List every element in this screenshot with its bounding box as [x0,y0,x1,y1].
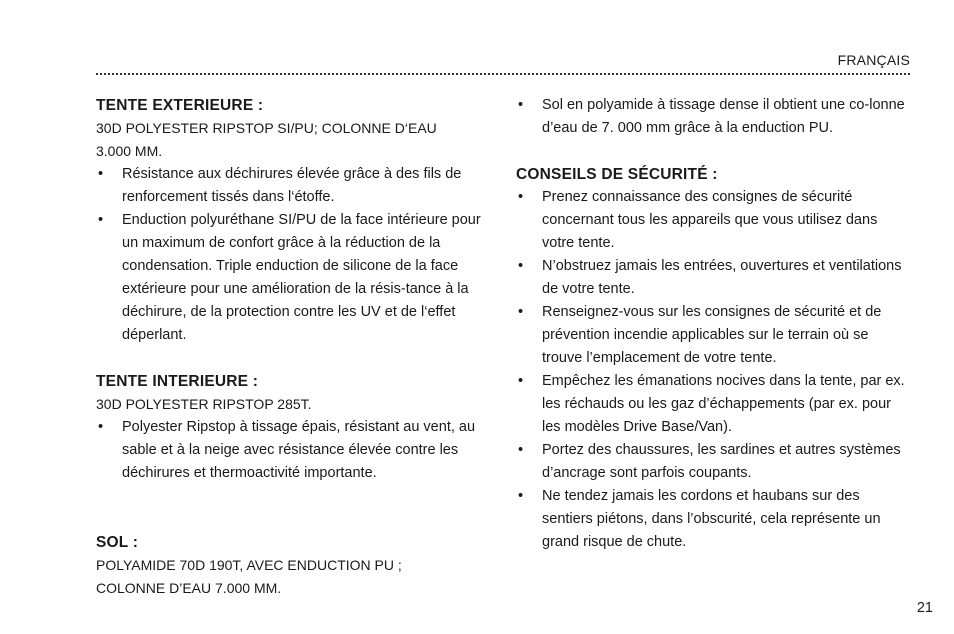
list-item: • Ne tendez jamais les cordons et haubans sur des sentiers piétons, dans l’obscurité, cela représente un grand risque de chute. [516,485,912,554]
list-item: • Renseignez-vous sur les consignes de sécurité et de prévention incendie applicables sur le terrain où se trouve l’emplacement de votre tente. [516,301,912,370]
outer-tent-heading: TENTE EXTERIEURE : [96,97,264,114]
outer-tent-section [96,94,492,347]
inner-tent-heading: TENTE INTERIEURE : [96,373,259,390]
language-label: FRANÇAIS [837,52,910,68]
header-dotted-rule [96,73,910,75]
inner-tent-spec-line-1: 30D POLYESTER RIPSTOP 285T. [96,396,312,412]
list-item: • Enduction polyuréthane SI/PU de la face intérieure pour un maximum de confort grâce à la réduction de la condensation. Triple enduction de silicone de la face extérieure pour une amélioration de la résis-tance à la déchirure, de la protection contre les UV et de l‘effet déperlant. [96,209,492,347]
right-column [516,94,912,554]
list-item: • Empêchez les émanations nocives dans la tente, par ex. les réchauds ou les gaz d’échappements (par ex. pour les modèles Drive Base/Van). [516,370,912,439]
floor-bullet-list [516,94,912,140]
list-item: • Portez des chaussures, les sardines et autres systèmes d’ancrage sont parfois coupants. [516,439,912,485]
safety-heading: CONSEILS DE SÉCURITÉ : [516,166,718,183]
safety-bullet-list [516,186,912,554]
inner-tent-bullet-list [96,416,492,485]
floor-heading: SOL : [96,534,139,551]
list-item: • Prenez connaissance des consignes de sécurité concernant tous les appareils que vous utilisez dans votre tente. [516,186,912,255]
list-item: • Résistance aux déchirures élevée grâce à des fils de renforcement tissés dans l‘étoffe. [96,163,492,209]
list-item: • Polyester Ripstop à tissage épais, résistant au vent, au sable et à la neige avec résistance élevée contre les déchirures et thermoactivité importante. [96,416,492,485]
outer-tent-bullet-list [96,163,492,347]
outer-tent-spec-line-2: 3.000 MM. [96,143,163,159]
safety-section [516,163,912,554]
list-item: • Sol en polyamide à tissage dense il obtient une co-lonne d’eau de 7. 000 mm grâce à la enduction PU. [516,94,912,140]
outer-tent-spec-line-1: 30D POLYESTER RIPSTOP SI/PU; COLONNE D‘EAU [96,120,437,136]
left-column [96,94,492,600]
floor-spec-line-2: COLONNE D’EAU 7.000 MM. [96,580,282,596]
floor-section [96,531,492,600]
list-item: • N’obstruez jamais les entrées, ouvertures et ventilations de votre tente. [516,255,912,301]
page-number: 21 [916,600,933,616]
floor-spec-line-1: POLYAMIDE 70D 190T, AVEC ENDUCTION PU ; [96,557,402,573]
inner-tent-section [96,370,492,485]
